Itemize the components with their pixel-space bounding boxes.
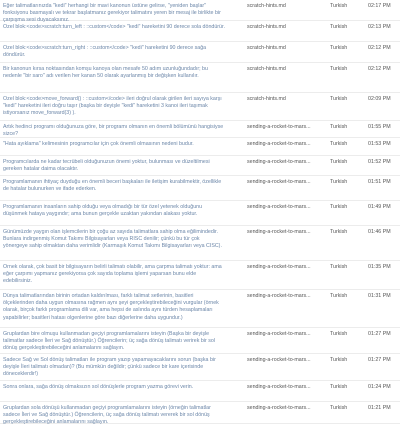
prompt-text[interactable]: Programlamanın insanların sahip olduğu veya olmadığı bir tür özel yetenek olduğunu düşünmek hataya yaygındır; ama bunun gerçekle uzaktan yakından alakası yoktur.	[3, 204, 203, 218]
prompt-text[interactable]: Eğer talimatlarınızda "kedi" herhangi bir mavi kanonun üstüne gelirse, "yeniden başlar" fonksiyonu basmayalı ve tekrar başlatmanız gerekiyor talimatını yeren bir mesaj ile birlikte bir çarpışma sesi duyacaksınız.	[3, 3, 221, 24]
file-name: scratch-hints.md	[247, 66, 286, 72]
language-label: Turkish	[330, 264, 348, 270]
timestamp: 01:35 PM	[368, 264, 391, 270]
table-row[interactable]	[0, 290, 400, 328]
prompt-text[interactable]: Bir kanonun kırsa noktasından komşu kanoya olan mesafe 50 adım uzunluğundadır; bu nedenle "bir saro" adı verilen her kanan 50 olarak ayarlanmış bir değişken kullanılır.	[3, 66, 208, 80]
language-label: Turkish	[330, 3, 348, 9]
prompt-text[interactable]: Artık hedinci programı olduğunuza göre, bir programı olmanın en önemli bölümünü hangisiyse sizce?	[3, 124, 224, 138]
table-row[interactable]	[0, 21, 400, 42]
table-row[interactable]	[0, 381, 400, 402]
language-label: Turkish	[330, 405, 348, 411]
file-name: sending-a-rocket-to-mars...	[247, 229, 311, 235]
timestamp: 01:55 PM	[368, 124, 391, 130]
prompt-text[interactable]: Gruplardan sola dönüşü kullanmadan geçiyi programlamalarını isteyin (örneğin talimatlar sadece İleri ve Sağ dönüştür.) Öğrencilerin, üç sağa dönüş talimatı vererek bir sol dönüş gerçekleştirebileceğini anlamalarını sağlayın.	[3, 405, 211, 426]
table-row[interactable]	[0, 354, 400, 381]
timestamp: 02:09 PM	[368, 96, 391, 102]
language-label: Turkish	[330, 179, 348, 185]
file-name: sending-a-rocket-to-mars...	[247, 264, 311, 270]
prompt-text[interactable]: "Hata ayıklama" kelimesinin programcılar için çok önemli olmasının nedeni budur.	[3, 141, 194, 147]
file-name: scratch-hints.md	[247, 45, 286, 51]
timestamp: 01:53 PM	[368, 141, 391, 147]
timestamp: 01:51 PM	[368, 179, 391, 185]
timestamp: 02:13 PM	[368, 24, 391, 30]
language-label: Turkish	[330, 384, 348, 390]
timestamp: 01:46 PM	[368, 229, 391, 235]
file-name: scratch-hints.md	[247, 3, 286, 9]
file-name: sending-a-rocket-to-mars...	[247, 179, 311, 185]
table-row[interactable]	[0, 176, 400, 201]
prompt-text[interactable]: Sadece Sağ ve Sol dönüş talimatları ile program yazıp yapamayacaklarını sorun (başka bir deyişle İleri talimatı olmadan)? (Bu mümkün değildir; çünkü sadece bir kare içerisinde döneceklerdir!)	[3, 357, 216, 378]
table-row[interactable]	[0, 328, 400, 354]
prompt-text[interactable]: Dünya talimatlarından birinin ortadan kaldırılması, farklı talimat setlerinin, basitleri ölçeklerinden daha uygun olmasına rağmen aynı şeyi gerçekleştirebileceğini vurgular (örnek olarak, birçok farklı programlama dili var, ama hepsi de aslında aynı türden hesaplamaları yapabilirler; basitleri hatası olgenlerine göre bazı diğerlerine daha uygundur.)	[3, 293, 219, 321]
language-label: Turkish	[330, 159, 348, 165]
table-row[interactable]	[0, 201, 400, 226]
timestamp: 01:31 PM	[368, 293, 391, 299]
prompt-text[interactable]: Gruplardan bire olmuşu kullanmadan geçiyi programlamalarını isteyin (Başka bir deyişle talimatlar sadece İleri ve Sağ dönüştür.) Öğrencilerin; üç sağa dönüş talimatı verirek bir sol dönüş gerçekleştirebileceğini anlamalarını sağlayın.	[3, 331, 215, 352]
timestamp: 01:52 PM	[368, 159, 391, 165]
language-label: Turkish	[330, 357, 348, 363]
table-row[interactable]	[0, 402, 400, 424]
language-label: Turkish	[330, 24, 348, 30]
language-label: Turkish	[330, 141, 348, 147]
prompt-text[interactable]: Günümüzde yaygın olan işlemcilerin bir çoğu az sayıda talimatlara sahip olma eğilimindedir. Bunlara indirgenmiş Komut Takımı Bilgisayarları veya RISC denilir; çünkü bu tür çok yönergeye sahip olmaktan daha verimlidir (Karmaşık Komut Takımı Bilgisayarları veya CISC).	[3, 229, 222, 250]
timestamp: 02:12 PM	[368, 66, 391, 72]
file-name: sending-a-rocket-to-mars...	[247, 141, 311, 147]
language-label: Turkish	[330, 204, 348, 210]
table-row[interactable]	[0, 261, 400, 290]
timestamp: 02:17 PM	[368, 3, 391, 9]
table-row[interactable]	[0, 0, 400, 24]
language-label: Turkish	[330, 96, 348, 102]
table-row[interactable]	[0, 226, 400, 261]
table-row[interactable]	[0, 93, 400, 121]
prompt-text[interactable]: Programcılarda ne kadar tecrübeli olduğunuzun önemi yoktur, bulunması ve düzeltilmesi gereken hatalar daima olacaktır.	[3, 159, 210, 173]
prompt-text[interactable]: Özel blok:<code>move_forward() : ::custom</code> ileri doğrul olarak girilen ileri sayıya karşı "kedi" hareketini ileri doğru taşır (başka bir deyişle "kedi" hareketini 3 kanoi ileri taşımak istiyorsanız move_forward(3) ).	[3, 96, 222, 117]
language-label: Turkish	[330, 45, 348, 51]
timestamp: 02:12 PM	[368, 45, 391, 51]
prompt-text[interactable]: Sonra onlara, sağa dönüş olmaksızın sol dönüşlerle program yazma görevi verin.	[3, 384, 194, 390]
timestamp: 01:49 PM	[368, 204, 391, 210]
table-row[interactable]	[0, 42, 400, 63]
language-label: Turkish	[330, 331, 348, 337]
prompt-text[interactable]: Örnek olarak, çok basit bir bilgisayarın belirli talimatı olabilir, ama çarpma talimatı yoktur: ama eğer çarpımı yapmanız gerekiyorsa çok sayıda toplama işlemi yaparsan bunu elde edebilirsiniz.	[3, 264, 222, 285]
timestamp: 01:21 PM	[368, 405, 391, 411]
file-name: sending-a-rocket-to-mars...	[247, 357, 311, 363]
prompt-text[interactable]: Programlamanın ihtiyaç duyduğu en önemli beceri başkaları ile iletişim kurabilmektir, özellikle de hatalar bulunurken ve ifade ederken.	[3, 179, 222, 193]
file-name: scratch-hints.md	[247, 96, 286, 102]
language-label: Turkish	[330, 124, 348, 130]
file-name: sending-a-rocket-to-mars...	[247, 384, 311, 390]
table-row[interactable]	[0, 156, 400, 176]
timestamp: 01:27 PM	[368, 331, 391, 337]
timestamp: 01:24 PM	[368, 384, 391, 390]
file-name: sending-a-rocket-to-mars...	[247, 331, 311, 337]
table-row[interactable]	[0, 63, 400, 93]
timestamp: 01:27 PM	[368, 357, 391, 363]
table-row[interactable]	[0, 121, 400, 138]
language-label: Turkish	[330, 293, 348, 299]
file-name: sending-a-rocket-to-mars...	[247, 293, 311, 299]
file-name: sending-a-rocket-to-mars...	[247, 124, 311, 130]
table-row[interactable]	[0, 138, 400, 156]
file-name: scratch-hints.md	[247, 24, 286, 30]
file-name: sending-a-rocket-to-mars...	[247, 204, 311, 210]
file-name: sending-a-rocket-to-mars...	[247, 405, 311, 411]
prompt-text[interactable]: Özel blok:<code>scratch:turn_right : ::custom</code> "kedi" hareketini 90 derece sağa döndürür.	[3, 45, 207, 59]
prompt-text[interactable]: Özel blok:<code>scratch:turn_left : ::custom</code> "kedi" hareketini 90 derece sola döndürür.	[3, 24, 225, 30]
language-label: Turkish	[330, 229, 348, 235]
language-label: Turkish	[330, 66, 348, 72]
file-name: sending-a-rocket-to-mars...	[247, 159, 311, 165]
